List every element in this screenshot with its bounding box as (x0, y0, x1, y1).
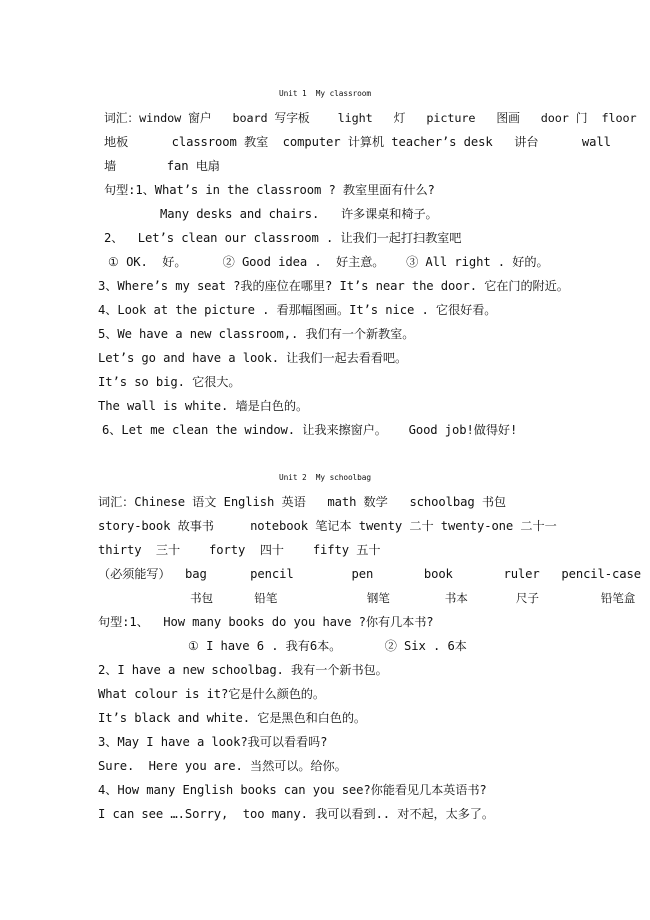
unit1-line: Let’s go and have a look. 让我们一起去看看吧。 (98, 351, 408, 365)
unit1-line: Many desks and chairs. 许多课桌和椅子。 (160, 207, 438, 221)
unit2-line: （必须能写） bag pencil pen book ruler pencil-case (98, 567, 641, 581)
unit1-line: 句型:1、What’s in the classroom ? 教室里面有什么? (104, 183, 435, 197)
unit1-line: It’s so big. 它很大。 (98, 375, 241, 389)
unit2-line: It’s black and white. 它是黑色和白色的。 (98, 711, 367, 725)
unit2-line: thirty 三十 forty 四十 fifty 五十 (98, 543, 381, 557)
unit2-line: I can see ….Sorry, too many. 我可以看到.. 对不起，太多了。 (98, 807, 494, 821)
unit2-title: Unit 2 My schoolbag (279, 473, 371, 482)
unit1-line: 3、Where’s my seat ?我的座位在哪里? It’s near the door. 它在门的附近。 (98, 279, 569, 293)
unit1-line: 6、Let me clean the window. 让我来擦窗户。 Good job!做得好! (102, 423, 518, 437)
unit2-line: 词汇：Chinese 语文 English 英语 math 数学 schoolbag 书包 (98, 495, 506, 509)
unit1-line: 地板 classroom 教室 computer 计算机 teacher’s desk 讲台 wall (104, 135, 611, 149)
unit2-line: 书包 铅笔 钢笔 书本 尺子 铅笔盒 (190, 591, 636, 605)
unit2-line: What colour is it?它是什么颜色的。 (98, 687, 325, 701)
unit2-line: Sure. Here you are. 当然可以。给你。 (98, 759, 347, 773)
unit1-line: 墙 fan 电扇 (104, 159, 220, 173)
unit2-line: 4、How many English books can you see?你能看见几本英语书? (98, 783, 487, 797)
unit2-line: 句型:1、 How many books do you have ?你有几本书? (98, 615, 434, 629)
unit1-line: 2、 Let’s clean our classroom . 让我们一起打扫教室吧 (104, 231, 462, 245)
unit2-line: ① I have 6 . 我有6本。 ② Six . 6本 (188, 639, 467, 653)
unit1-line: 5、We have a new classroom,. 我们有一个新教室。 (98, 327, 415, 341)
unit2-line: story-book 故事书 notebook 笔记本 twenty 二十 twenty-one 二十一 (98, 519, 557, 533)
unit1-line: The wall is white. 墙是白色的。 (98, 399, 309, 413)
unit2-line: 3、May I have a look?我可以看看吗? (98, 735, 328, 749)
unit2-line: 2、I have a new schoolbag. 我有一个新书包。 (98, 663, 388, 677)
unit1-line: 词汇：window 窗户 board 写字板 light 灯 picture 图画 door 门 floor (104, 111, 637, 125)
unit1-line: 4、Look at the picture . 看那幅图画。It’s nice . 它很好看。 (98, 303, 497, 317)
unit1-line: ① OK. 好。 ② Good idea . 好主意。 ③ All right . 好的。 (108, 255, 549, 269)
unit1-title: Unit 1 My classroom (279, 89, 371, 98)
